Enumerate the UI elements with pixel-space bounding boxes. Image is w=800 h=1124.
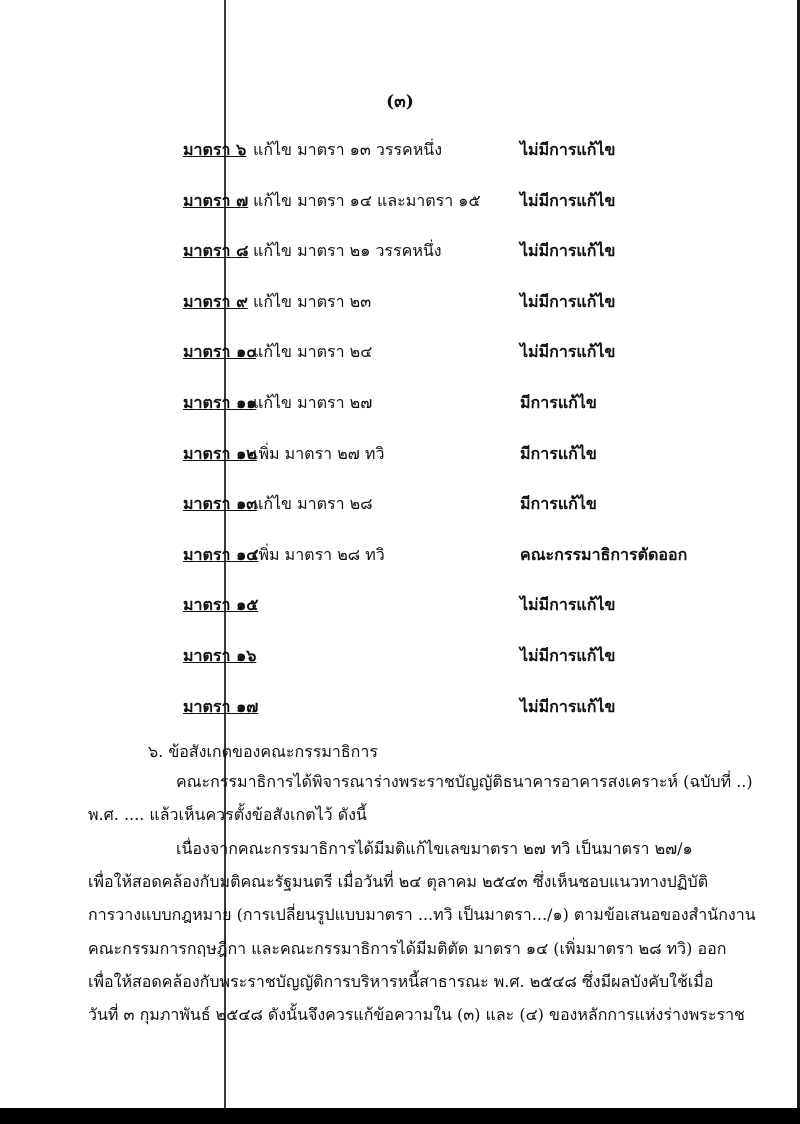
section-description: เพิ่ม มาตรา ๒๗ ทวิ <box>253 444 385 463</box>
section-status: ไม่มีการแก้ไข <box>520 191 616 210</box>
paragraph-line: วันที่ ๓ กุมภาพันธ์ ๒๕๔๘ ดังนั้นจึงควรแก้ข้อความใน (๓) และ (๔) ของหลักการแห่งร่างพระราช <box>88 1005 745 1024</box>
section-description: แก้ไข มาตรา ๒๘ <box>253 494 373 513</box>
section-description: แก้ไข มาตรา ๒๑ วรรคหนึ่ง <box>253 241 442 260</box>
section-label: มาตรา ๑๓ <box>183 494 258 513</box>
section-row <box>183 189 743 215</box>
section-label: มาตรา ๑๖ <box>183 646 257 665</box>
section-row <box>183 340 743 366</box>
paragraph-line: เพื่อให้สอดคล้องกับพระราชบัญญัติการบริหารหนี้สาธารณะ พ.ศ. ๒๕๔๘ ซึ่งมีผลบังคับใช้เมื่อ <box>88 972 714 991</box>
paragraph-line: คณะกรรมาธิการได้พิจารณาร่างพระราชบัญญัติธนาคารอาคารสงเคราะห์ (ฉบับที่ ..) <box>176 772 753 791</box>
section-label: มาตรา ๑๑ <box>183 393 257 412</box>
section-label: มาตรา ๖ <box>183 140 247 159</box>
section-status: ไม่มีการแก้ไข <box>520 342 616 361</box>
scan-bottom-edge <box>0 1108 800 1124</box>
paragraph-line: พ.ศ. .... แล้วเห็นควรตั้งข้อสังเกตไว้ ดังนี้ <box>88 805 367 824</box>
section-label: มาตรา ๑๐ <box>183 342 256 361</box>
paragraph-line: คณะกรรมการกฤษฎีกา และคณะกรรมาธิการได้มีมติตัด มาตรา ๑๔ (เพิ่มมาตรา ๒๘ ทวิ) ออก <box>88 939 727 958</box>
section-status: ไม่มีการแก้ไข <box>520 241 616 260</box>
section-description: แก้ไข มาตรา ๑๓ วรรคหนึ่ง <box>253 140 443 159</box>
section-status: ไม่มีการแก้ไข <box>520 646 616 665</box>
section-row <box>183 391 743 417</box>
section-row <box>183 492 743 518</box>
section-description: แก้ไข มาตรา ๑๔ และมาตรา ๑๕ <box>253 191 481 210</box>
paragraph-line: เนื่องจากคณะกรรมาธิการได้มีมติแก้ไขเลขมาตรา ๒๗ ทวิ เป็นมาตรา ๒๗/๑ <box>176 839 693 858</box>
section-row <box>183 695 743 721</box>
section-status: มีการแก้ไข <box>520 444 597 463</box>
notes-heading: ๖. ข้อสังเกตของคณะกรรมาธิการ <box>148 742 378 761</box>
section-status: ไม่มีการแก้ไข <box>520 697 616 716</box>
section-description: แก้ไข มาตรา ๒๗ <box>253 393 373 412</box>
section-status: ไม่มีการแก้ไข <box>520 292 616 311</box>
section-status: ไม่มีการแก้ไข <box>520 595 616 614</box>
page-number: (๓) <box>386 92 414 112</box>
section-label: มาตรา ๘ <box>183 241 249 260</box>
section-status: มีการแก้ไข <box>520 494 597 513</box>
section-row <box>183 138 743 164</box>
paragraph-line: การวางแบบกฎหมาย (การเปลี่ยนรูปแบบมาตรา ...ทวิ เป็นมาตรา.../๑) ตามข้อเสนอของสำนักงาน <box>88 905 756 924</box>
section-status: มีการแก้ไข <box>520 393 597 412</box>
section-label: มาตรา ๑๗ <box>183 697 259 716</box>
paragraph-line: เพื่อให้สอดคล้องกับมติคณะรัฐมนตรี เมื่อวันที่ ๒๔ ตุลาคม ๒๕๔๓ ซึ่งเห็นชอบแนวทางปฏิบัติ <box>88 872 709 891</box>
section-description: แก้ไข มาตรา ๒๓ <box>253 292 372 311</box>
section-description: เพิ่ม มาตรา ๒๘ ทวิ <box>253 545 385 564</box>
section-row <box>183 290 743 316</box>
section-row <box>183 593 743 619</box>
section-row <box>183 442 743 468</box>
section-row <box>183 239 743 265</box>
section-description: แก้ไข มาตรา ๒๔ <box>253 342 373 361</box>
section-label: มาตรา ๑๕ <box>183 595 259 614</box>
section-row <box>183 543 743 569</box>
section-label: มาตรา ๑๔ <box>183 545 259 564</box>
section-status: คณะกรรมาธิการตัดออก <box>520 545 688 564</box>
section-row <box>183 644 743 670</box>
section-label: มาตรา ๙ <box>183 292 248 311</box>
section-label: มาตรา ๑๒ <box>183 444 257 463</box>
section-status: ไม่มีการแก้ไข <box>520 140 616 159</box>
section-label: มาตรา ๗ <box>183 191 249 210</box>
